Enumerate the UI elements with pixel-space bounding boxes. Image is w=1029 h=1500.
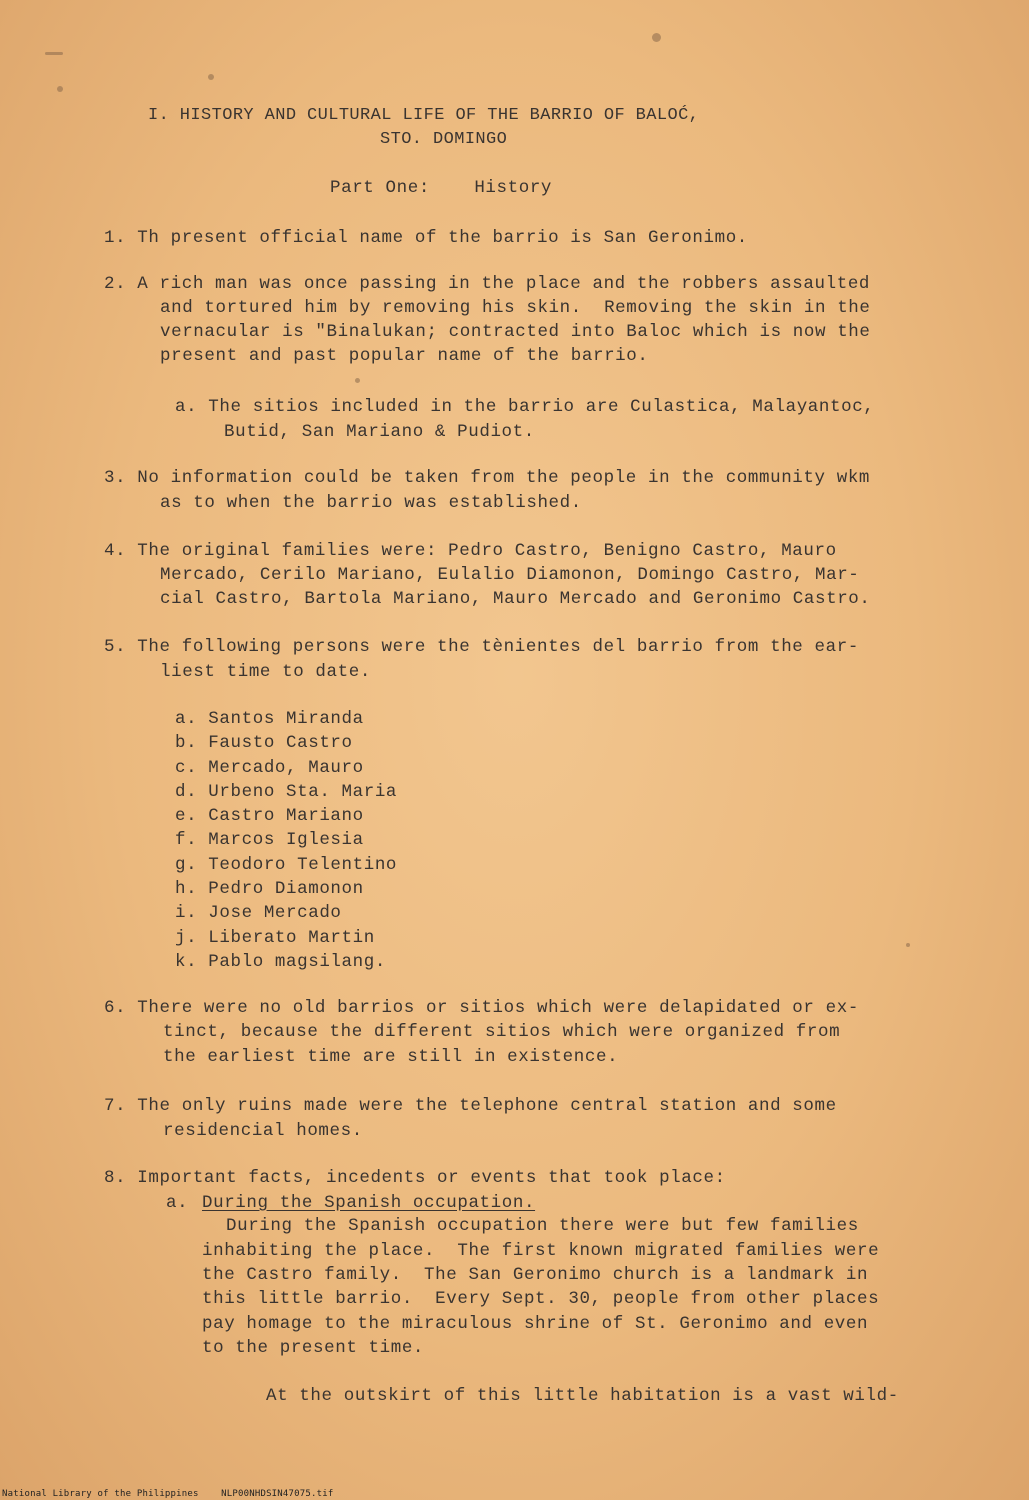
item-8a-label: a. [166,1193,189,1213]
item-2-line4: present and past popular name of the barrio. [160,346,649,366]
list-item: i. Jose Mercado [175,903,342,923]
item-8a-para-line2: inhabiting the place. The first known migrated families were [202,1241,880,1261]
document-title-line2: STO. DOMINGO [380,130,508,149]
document-title-line1: I. HISTORY AND CULTURAL LIFE OF THE BARRIO OF BALOĆ, [148,106,700,125]
list-item: f. Marcos Iglesia [175,830,364,850]
item-2-line2: and tortured him by removing his skin. Removing the skin in the [160,298,871,318]
list-item: e. Castro Mariano [175,806,364,826]
paper-speck [652,33,661,42]
item-2-line1: 2. A rich man was once passing in the place and the robbers assaulted [104,274,871,294]
item-8a-para-line3: the Castro family. The San Geronimo church is a landmark in [202,1265,869,1285]
item-5-line1: 5. The following persons were the tènientes del barrio from the ear- [104,637,859,657]
item-8a-heading: During the Spanish occupation. [202,1193,536,1213]
item-5-line2: liest time to date. [160,662,371,682]
item-8a-para-line1: During the Spanish occupation there were but few families [226,1216,859,1236]
list-item: h. Pedro Diamonon [175,879,364,899]
list-item: a. Santos Miranda [175,709,364,729]
item-2-line3: vernacular is "Binalukan; contracted into Baloc which is now the [160,322,871,342]
list-item: k. Pablo magsilang. [175,952,386,972]
item-2a-line1: a. The sitios included in the barrio are Culastica, Malayantoc, [175,397,875,417]
list-item: j. Liberato Martin [175,928,375,948]
item-8a-para-line7: At the outskirt of this little habitation is a vast wild- [266,1386,899,1406]
paper-speck [57,86,63,92]
paper-speck [906,943,910,947]
item-8a-para-line4: this little barrio. Every Sept. 30, people from other places [202,1289,880,1309]
item-7-line1: 7. The only ruins made were the telephone central station and some [104,1096,837,1116]
footer-caption: National Library of the Philippines NLP00NHDSIN47075.tif [2,1489,334,1499]
part-heading: Part One: History [330,178,553,198]
list-item: c. Mercado, Mauro [175,758,364,778]
item-6-line3: the earliest time are still in existence. [163,1047,619,1067]
paper-speck [45,52,63,55]
item-2a-line2: Butid, San Mariano & Pudiot. [224,422,535,442]
item-4-line2: Mercado, Cerilo Mariano, Eulalio Diamonon, Domingo Castro, Mar- [160,565,860,585]
item-4-line1: 4. The original families were: Pedro Castro, Benigno Castro, Mauro [104,541,837,561]
paper-speck [355,378,360,383]
list-item: d. Urbeno Sta. Maria [175,782,398,802]
item-3-line1: 3. No information could be taken from the people in the community wkm [104,468,871,488]
item-8a-para-line6: to the present time. [202,1338,425,1358]
item-8a-para-line5: pay homage to the miraculous shrine of St. Geronimo and even [202,1314,869,1334]
item-7-line2: residencial homes. [163,1121,363,1141]
item-1: 1. Th present official name of the barrio is San Geronimo. [104,228,748,248]
list-item: g. Teodoro Telentino [175,855,398,875]
item-4-line3: cial Castro, Bartola Mariano, Mauro Mercado and Geronimo Castro. [160,589,871,609]
item-3-line2: as to when the barrio was established. [160,493,582,513]
list-item: b. Fausto Castro [175,733,353,753]
item-6-line2: tinct, because the different sitios which were organized from [163,1022,841,1042]
item-8-line1: 8. Important facts, incedents or events that took place: [104,1168,726,1188]
paper-speck [208,74,214,80]
item-6-line1: 6. There were no old barrios or sitios which were delapidated or ex- [104,998,859,1018]
